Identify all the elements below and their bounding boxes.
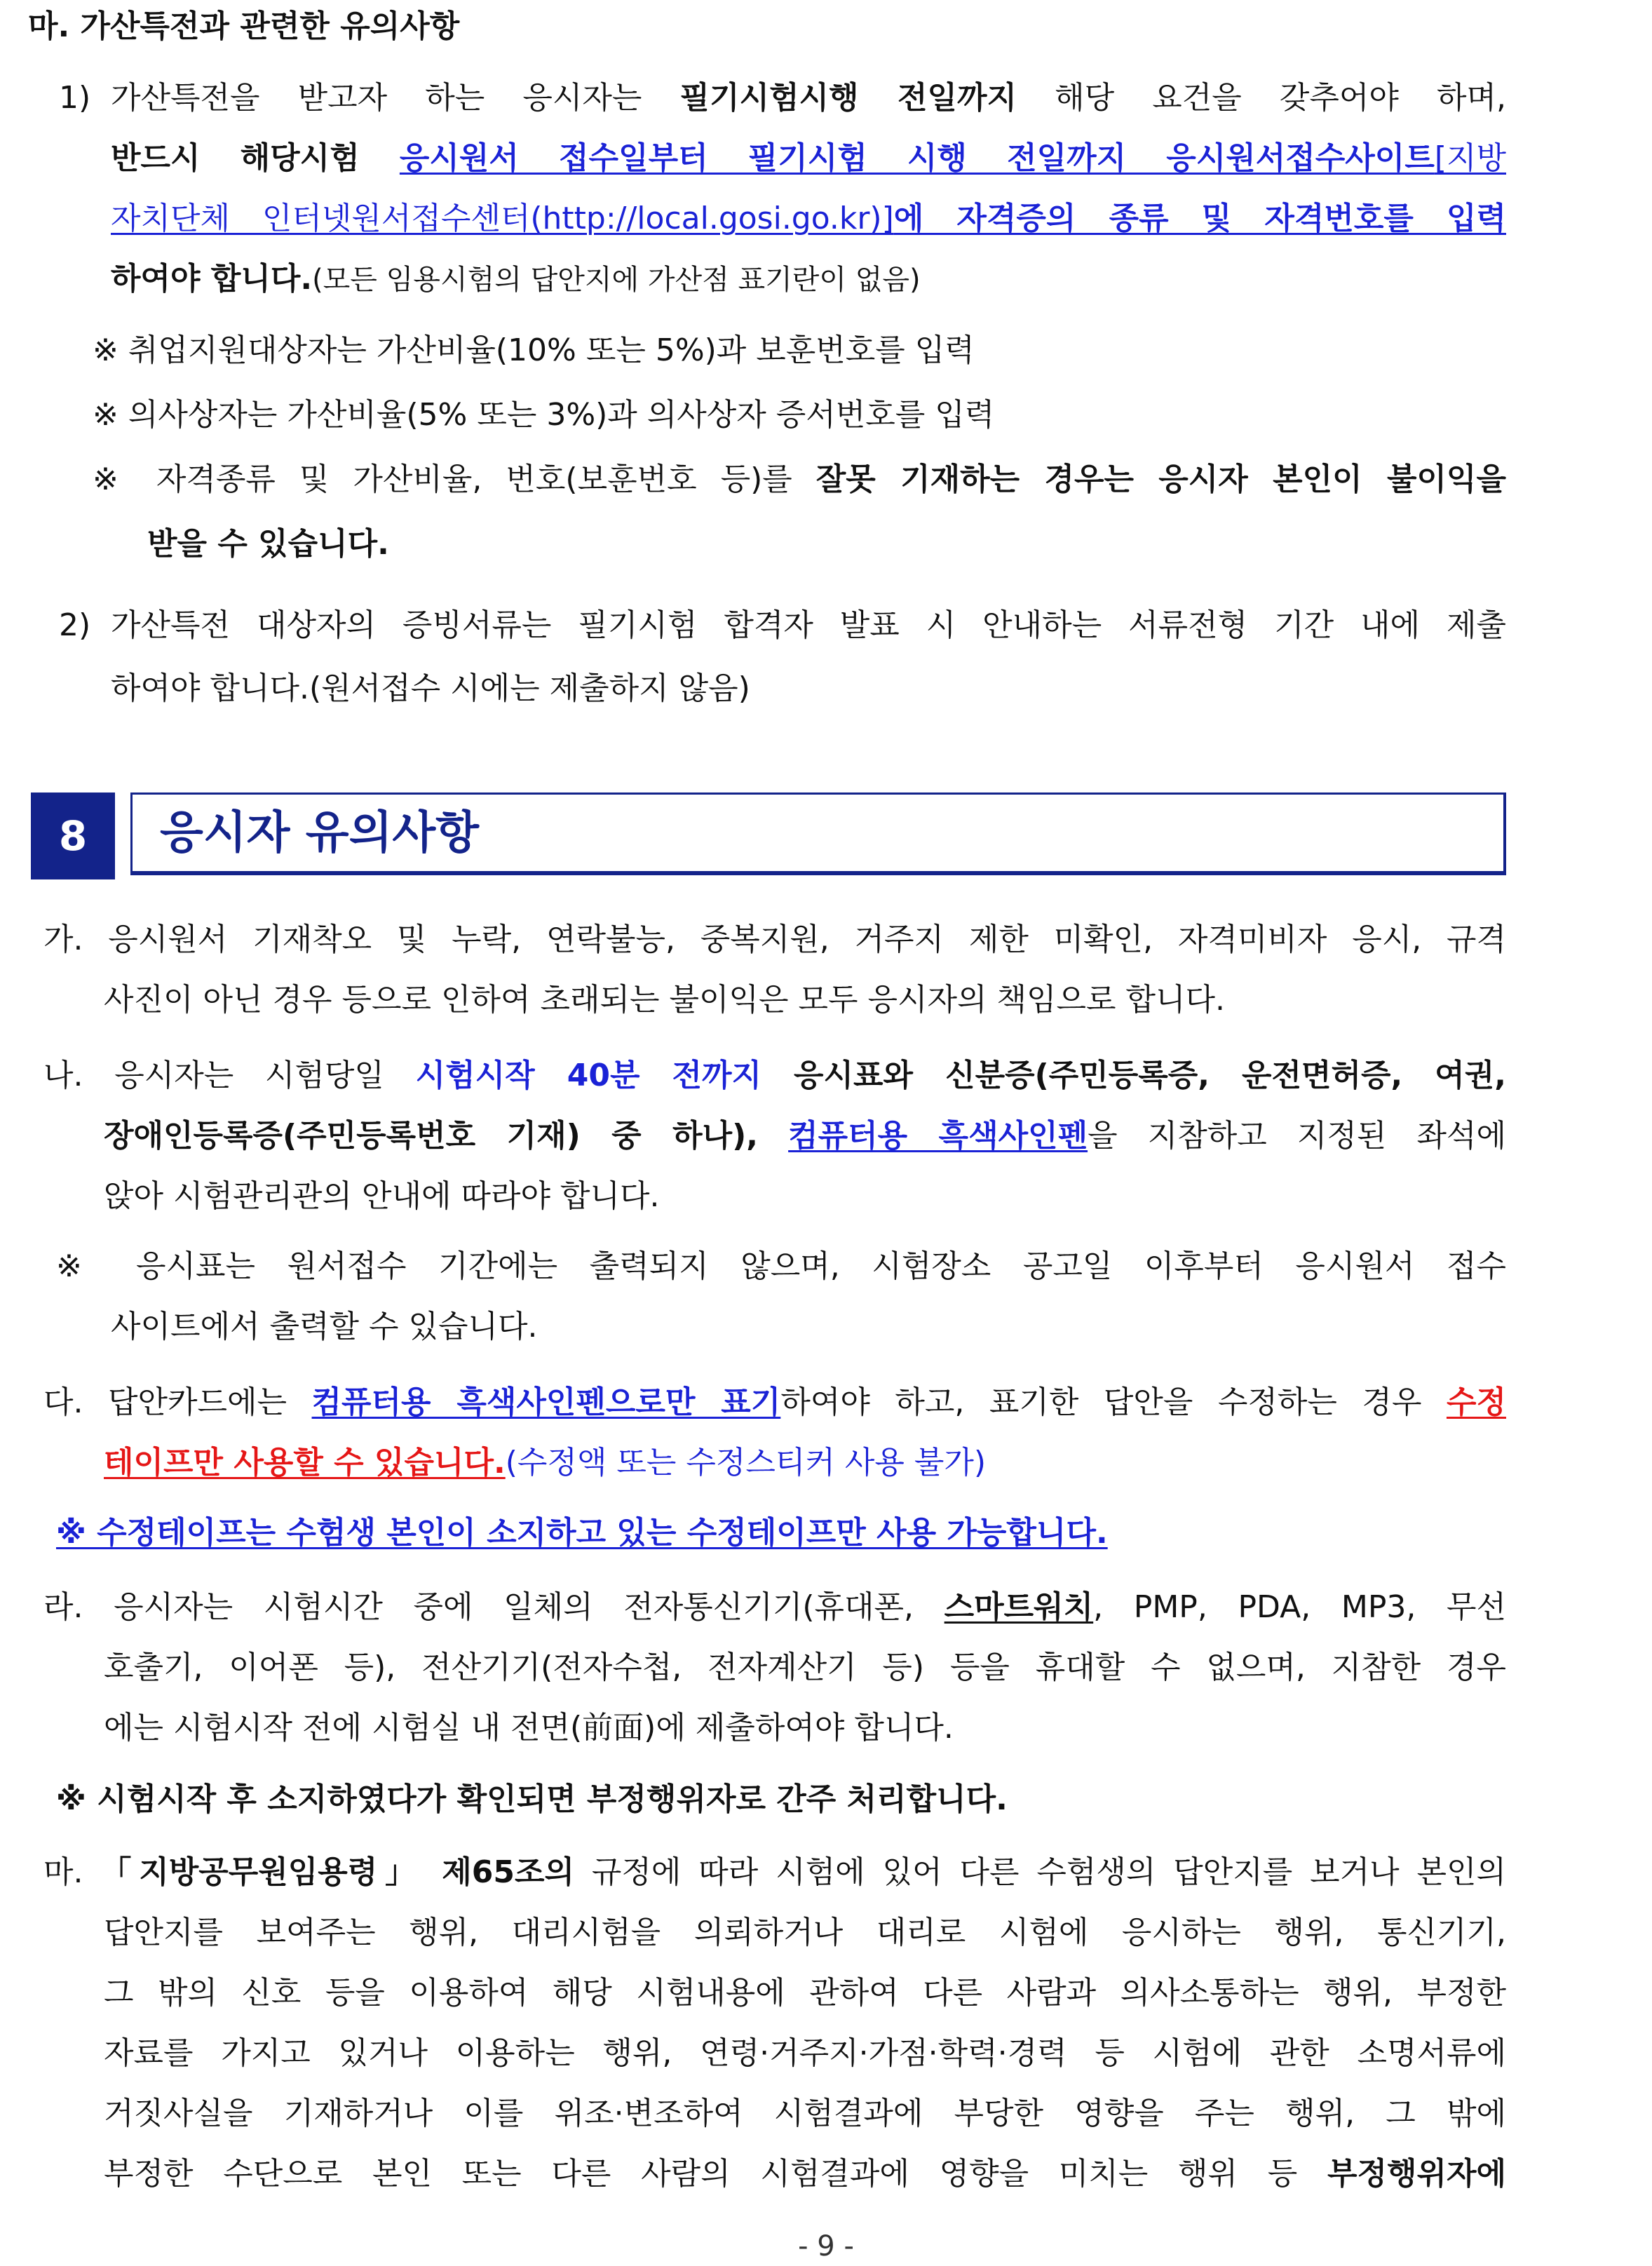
ma2-l6-b: 부정행위자에 bbox=[1327, 2156, 1506, 2192]
item1-line4 bbox=[111, 258, 921, 301]
note1-1-text: ※ 취업지원대상자는 가산비율(10% 또는 5%)과 보훈번호를 입력 bbox=[93, 332, 975, 368]
note1-3-b: 잘못 기재하는 경우는 응시자 본인이 불이익을 bbox=[815, 461, 1506, 497]
ra-l2: 호출기, 이어폰 등), 전산기기(전자수첩, 전자계산기 등) 등을 휴대할 수 없으며, 지참한 경우 bbox=[104, 1650, 1506, 1685]
note1-3-line1 bbox=[93, 459, 1506, 501]
item1-line2 bbox=[111, 137, 1506, 180]
na-line2 bbox=[104, 1115, 1506, 1157]
item1-l2-a: 반드시 해당시험 bbox=[111, 140, 400, 176]
ga-line1 bbox=[43, 919, 1506, 961]
item1-l2-c-link[interactable]: [지방 bbox=[1434, 140, 1507, 176]
ra-note-text: ※ 시험시작 후 소지하였다가 확인되면 부정행위자로 간주 처리합니다. bbox=[56, 1781, 1008, 1817]
section-ma-title bbox=[28, 6, 459, 48]
da-l1-d: 수정 bbox=[1446, 1384, 1506, 1420]
item1-l3-a-link[interactable]: 자치단체 인터넷원서접수센터(http://local.gosi.go.kr)] bbox=[111, 201, 894, 236]
ma2-line4 bbox=[104, 2032, 1506, 2075]
section-ma-title-text: 마. 가산특전과 관련한 유의사항 bbox=[28, 8, 460, 44]
ma2-line2 bbox=[104, 1912, 1506, 1954]
da-l2-a: 테이프만 사용할 수 있습니다. bbox=[104, 1445, 506, 1481]
ma2-line1 bbox=[43, 1852, 1506, 1894]
ra-line3 bbox=[104, 1707, 954, 1749]
da-line2 bbox=[104, 1442, 986, 1484]
da-l2-b: (수정액 또는 수정스티커 사용 불가) bbox=[505, 1445, 987, 1481]
item1-l4-b: (모든 임용시험의 답안지에 가산점 표기란이 없음) bbox=[312, 264, 921, 296]
item1-l4-a: 하여야 합니다. bbox=[111, 261, 313, 297]
na-l1-c: 응시표와 신분증(주민등록증, 운전면허증, 여권, bbox=[761, 1058, 1506, 1093]
page-number-text: - 9 - bbox=[798, 2230, 854, 2262]
page-number bbox=[0, 2229, 1652, 2264]
item1-num: 1) bbox=[59, 80, 91, 116]
ra-note bbox=[56, 1779, 1008, 1821]
na-l2-c: 을 지참하고 지정된 좌석에 bbox=[1088, 1118, 1506, 1154]
section-8-title-text: 응시자 유의사항 bbox=[160, 807, 480, 859]
item1-line1 bbox=[111, 77, 1506, 119]
note1-3-c: 받을 수 있습니다. bbox=[147, 526, 389, 562]
item2-l2: 하여야 합니다.(원서접수 시에는 제출하지 않음) bbox=[111, 670, 750, 706]
da-l1-c: 하여야 하고, 표기한 답안을 수정하는 경우 bbox=[780, 1384, 1447, 1420]
ra-l1-a: 라. 응시자는 시험시간 중에 일체의 전자통신기기(휴대폰, bbox=[43, 1589, 945, 1625]
item2-line1 bbox=[111, 605, 1506, 647]
na-note-line2 bbox=[111, 1306, 538, 1348]
item1-number bbox=[59, 77, 90, 119]
da-note bbox=[56, 1512, 1108, 1554]
ma2-line5 bbox=[104, 2093, 1506, 2135]
item1-l1-a: 가산특전을 받고자 하는 응시자는 bbox=[111, 80, 680, 116]
ma2-l2: 답안지를 보여주는 행위, 대리시험을 의뢰하거나 대리로 시험에 응시하는 행위, 통신기기, bbox=[104, 1915, 1506, 1950]
note1-3-a: ※ 자격종류 및 가산비율, 번호(보훈번호 등)를 bbox=[93, 461, 816, 497]
ma2-l3: 그 밖의 신호 등을 이용하여 해당 시험내용에 관하여 다른 사람과 의사소통하는 행위, 부정한 bbox=[104, 1975, 1506, 2011]
item2-number bbox=[59, 605, 90, 647]
na-l2-a: 장애인등록증(주민등록번호 기재) 중 하나), bbox=[104, 1118, 758, 1154]
ma2-l1-a: 마. bbox=[43, 1854, 101, 1890]
na-l1-b: 시험시작 40분 전까지 bbox=[415, 1058, 761, 1093]
da-l1-a: 다. 답안카드에는 bbox=[43, 1384, 312, 1420]
na-l2-b: 컴퓨터용 흑색사인펜 bbox=[788, 1118, 1088, 1154]
item1-line3 bbox=[111, 198, 1506, 240]
ma2-line6 bbox=[104, 2153, 1506, 2195]
ra-line1 bbox=[43, 1586, 1506, 1628]
na-line1 bbox=[43, 1055, 1506, 1097]
section-8-number: 8 bbox=[58, 812, 88, 860]
item2-line2 bbox=[111, 668, 750, 710]
ra-l1-c: , PMP, PDA, MP3, 무선 bbox=[1093, 1589, 1506, 1625]
item1-l1-c: 해당 요건을 갖추어야 하며, bbox=[1017, 80, 1507, 116]
section-8-title bbox=[160, 805, 479, 861]
na-line3 bbox=[104, 1175, 660, 1218]
ma2-l1-b: 「지방공무원임용령」 제65조의 bbox=[100, 1854, 575, 1890]
ma2-l1-c: 규정에 따라 시험에 있어 다른 수험생의 답안지를 보거나 본인의 bbox=[574, 1854, 1507, 1890]
ga-l2: 사진이 아닌 경우 등으로 인하여 초래되는 불이익은 모두 응시자의 책임으로 합니다. bbox=[104, 982, 1225, 1018]
da-line1 bbox=[43, 1382, 1506, 1424]
ga-l1: 가. 응시원서 기재착오 및 누락, 연락불능, 중복지원, 거주지 제한 미확인, 자격미비자 응시, 규격 bbox=[43, 922, 1506, 957]
item1-l3-b: 에 자격증의 종류 및 자격번호를 입력 bbox=[893, 201, 1506, 236]
ra-line2 bbox=[104, 1647, 1506, 1689]
ma2-l6-a: 부정한 수단으로 본인 또는 다른 사람의 시험결과에 영향을 미치는 행위 등 bbox=[104, 2156, 1327, 2192]
note1-1 bbox=[93, 330, 975, 372]
item2-l1: 가산특전 대상자의 증빙서류는 필기시험 합격자 발표 시 안내하는 서류전형 기간 내에 제출 bbox=[111, 607, 1506, 643]
ma2-line3 bbox=[104, 1972, 1506, 2014]
na-note-l1: ※ 응시표는 원서접수 기간에는 출력되지 않으며, 시험장소 공고일 이후부터 응시원서 접수 bbox=[56, 1248, 1506, 1284]
note1-2-text: ※ 의사상자는 가산비율(5% 또는 3%)과 의사상자 증서번호를 입력 bbox=[93, 397, 995, 433]
section-8-number-badge bbox=[31, 793, 115, 879]
ma2-l5: 거짓사실을 기재하거나 이를 위조·변조하여 시험결과에 부당한 영향을 주는 행위, 그 밖에 bbox=[104, 2096, 1506, 2131]
na-l1-a: 나. 응시자는 시험당일 bbox=[43, 1058, 416, 1093]
da-l1-b: 컴퓨터용 흑색사인펜으로만 표기 bbox=[311, 1384, 781, 1420]
ra-l3: 에는 시험시작 전에 시험실 내 전면(前面)에 제출하여야 합니다. bbox=[104, 1710, 954, 1746]
note1-3-line2 bbox=[147, 523, 389, 565]
ga-line2 bbox=[104, 979, 1225, 1021]
da-note-text: ※ 수정테이프는 수험생 본인이 소지하고 있는 수정테이프만 사용 가능합니다. bbox=[56, 1515, 1108, 1551]
ra-l1-b: 스마트워치 bbox=[944, 1589, 1094, 1625]
na-note-line1 bbox=[56, 1246, 1506, 1288]
note1-2 bbox=[93, 394, 994, 436]
item2-num: 2) bbox=[59, 607, 91, 643]
na-l3: 앉아 시험관리관의 안내에 따라야 합니다. bbox=[104, 1178, 660, 1214]
item1-l1-b: 필기시험시행 전일까지 bbox=[679, 80, 1017, 116]
ma2-l4: 자료를 가지고 있거나 이용하는 행위, 연령·거주지·가점·학력·경력 등 시험에 관한 소명서류에 bbox=[104, 2035, 1506, 2071]
item1-l2-b-link[interactable]: 응시원서 접수일부터 필기시험 시행 전일까지 응시원서접수사이트 bbox=[399, 140, 1435, 176]
na-note-l2: 사이트에서 출력할 수 있습니다. bbox=[111, 1309, 538, 1344]
